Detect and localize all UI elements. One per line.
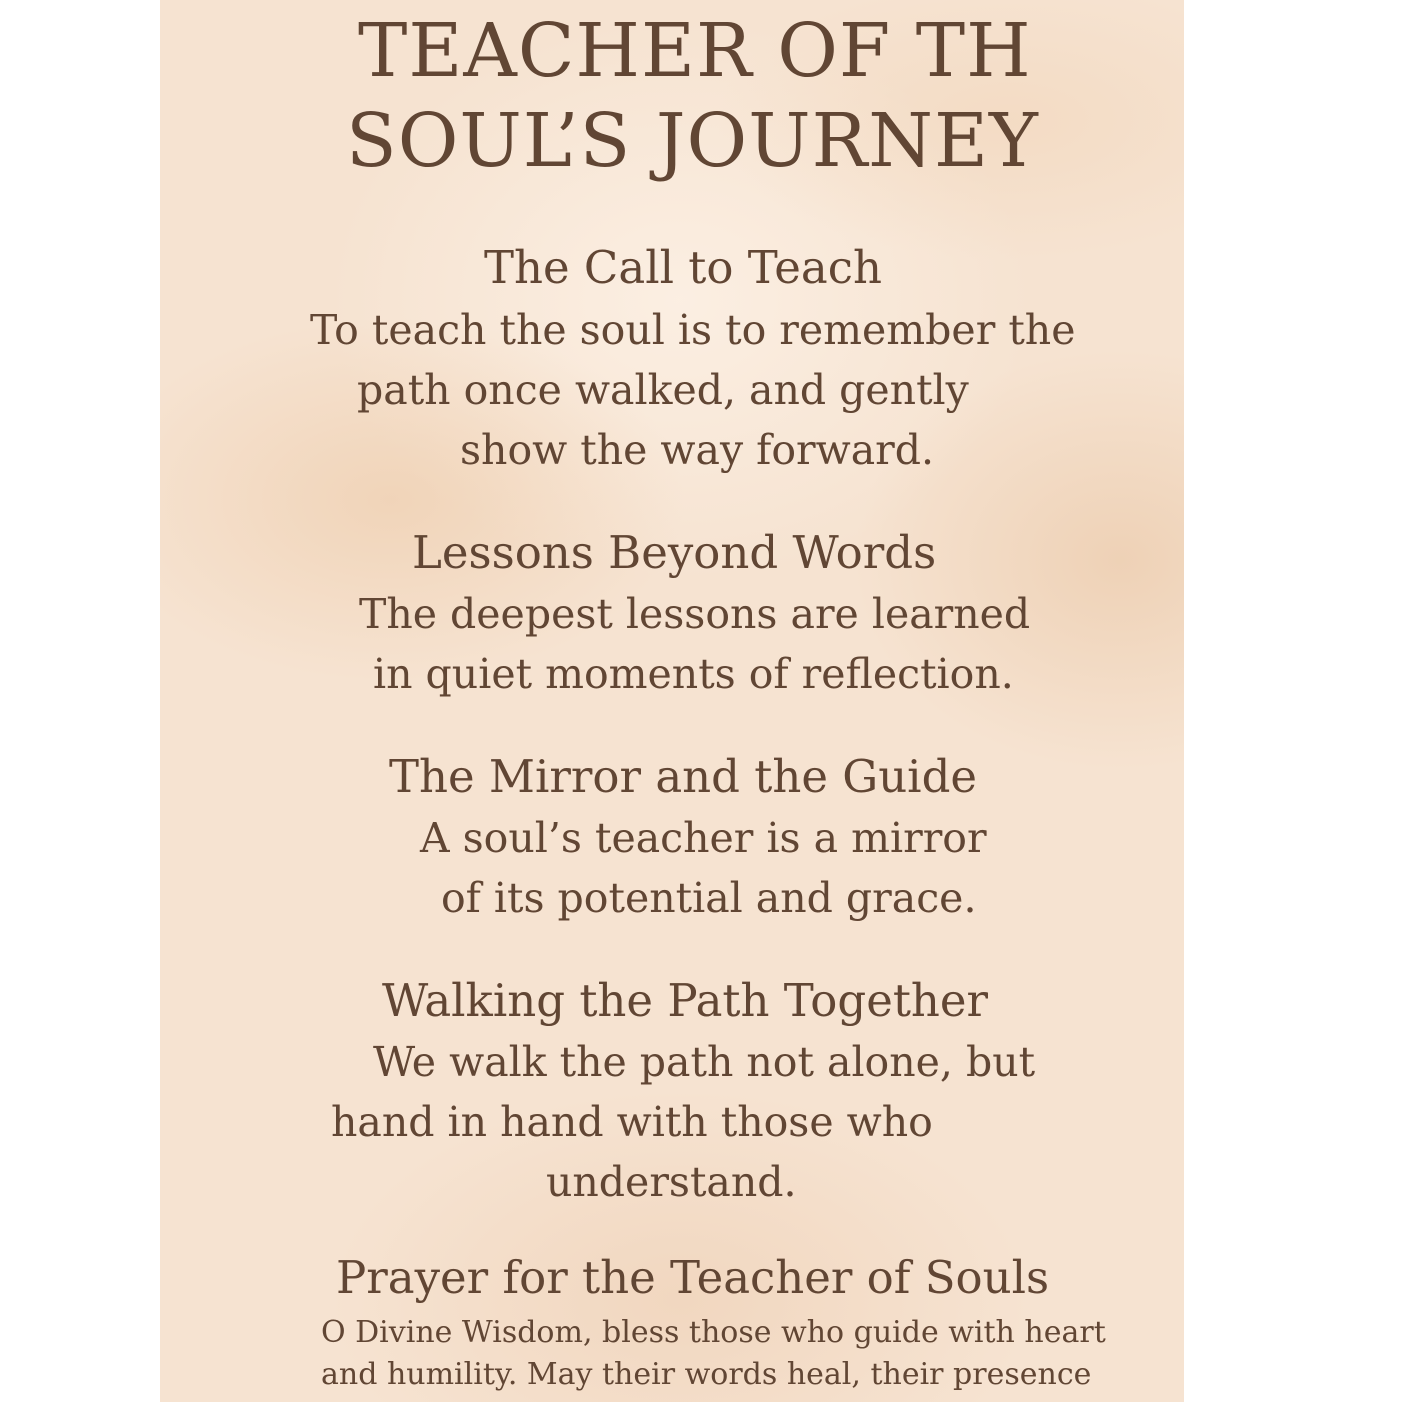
section-text-line: A soul’s teacher is a mirror	[420, 814, 987, 862]
section-heading-call-to-teach: The Call to Teach	[484, 241, 882, 294]
prayer-text-line: and humility. May their words heal, their presence	[321, 1357, 1092, 1392]
section-heading-lessons-beyond-words: Lessons Beyond Words	[412, 526, 937, 579]
card-title-line-2: SOUL’S JOURNEY	[346, 98, 1039, 184]
section-text-line: of its potential and grace.	[441, 874, 977, 922]
section-text-line: understand.	[546, 1158, 797, 1206]
prayer-text-line: O Divine Wisdom, bless those who guide with heart	[321, 1315, 1106, 1350]
section-text-line: in quiet moments of reflection.	[373, 650, 1014, 698]
section-text-line: path once walked, and gently	[357, 366, 969, 414]
prayer-card	[160, 0, 1184, 1402]
section-text-line: show the way forward.	[460, 426, 935, 474]
section-text-line: We walk the path not alone, but	[373, 1038, 1036, 1086]
section-text-line: The deepest lessons are learned	[359, 590, 1031, 638]
section-text-line: hand in hand with those who	[331, 1098, 933, 1146]
section-heading-walking-the-path: Walking the Path Together	[382, 974, 989, 1027]
prayer-heading: Prayer for the Teacher of Souls	[336, 1251, 1050, 1304]
card-title-line-1: TEACHER OF TH	[358, 8, 1032, 94]
section-text-line: To teach the soul is to remember the	[310, 306, 1076, 354]
section-heading-mirror-and-guide: The Mirror and the Guide	[389, 750, 978, 803]
